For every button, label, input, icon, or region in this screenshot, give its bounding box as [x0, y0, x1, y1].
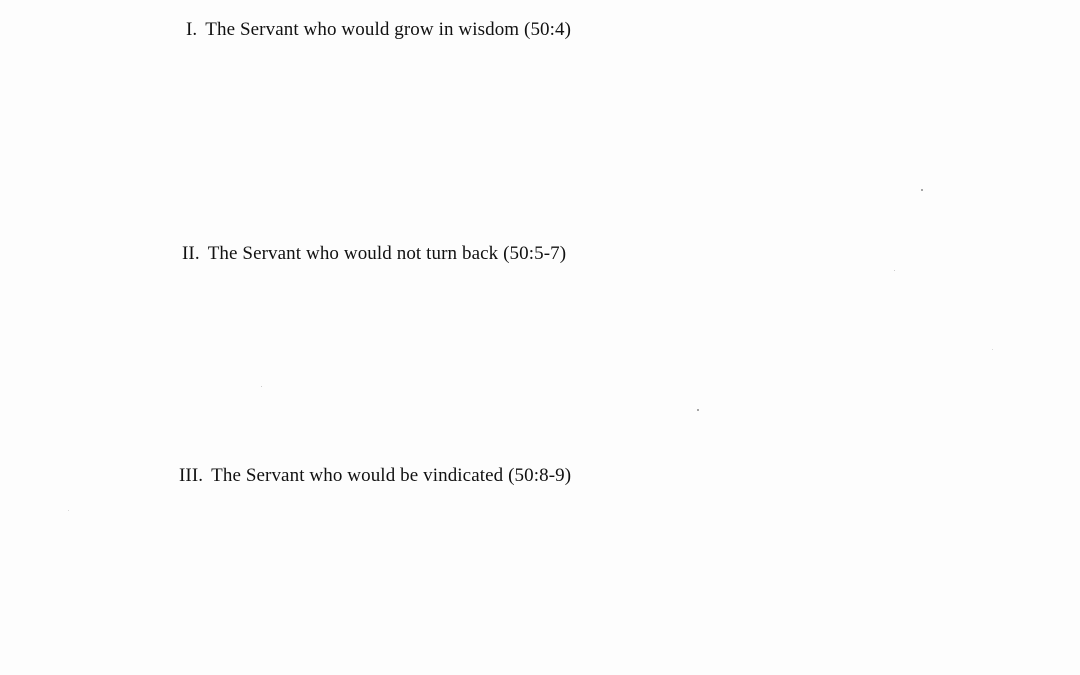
scan-speck: [697, 409, 699, 411]
outline-heading-1: [186, 19, 571, 41]
scan-speck: [894, 270, 895, 271]
scan-speck: [261, 386, 262, 387]
outline-numeral: II.: [182, 243, 200, 264]
outline-heading-2: [182, 243, 566, 265]
outline-numeral: I.: [186, 19, 198, 40]
outline-heading-text: The Servant who would grow in wisdom (50:4): [205, 19, 572, 40]
scan-speck: [992, 349, 993, 350]
outline-heading-3: [179, 465, 571, 487]
scan-speck: [68, 510, 69, 511]
scan-speck: [921, 189, 923, 191]
outline-heading-text: The Servant who would be vindicated (50:8-9): [211, 465, 572, 486]
outline-numeral: III.: [179, 465, 204, 486]
outline-heading-text: The Servant who would not turn back (50:5-7): [207, 243, 567, 264]
